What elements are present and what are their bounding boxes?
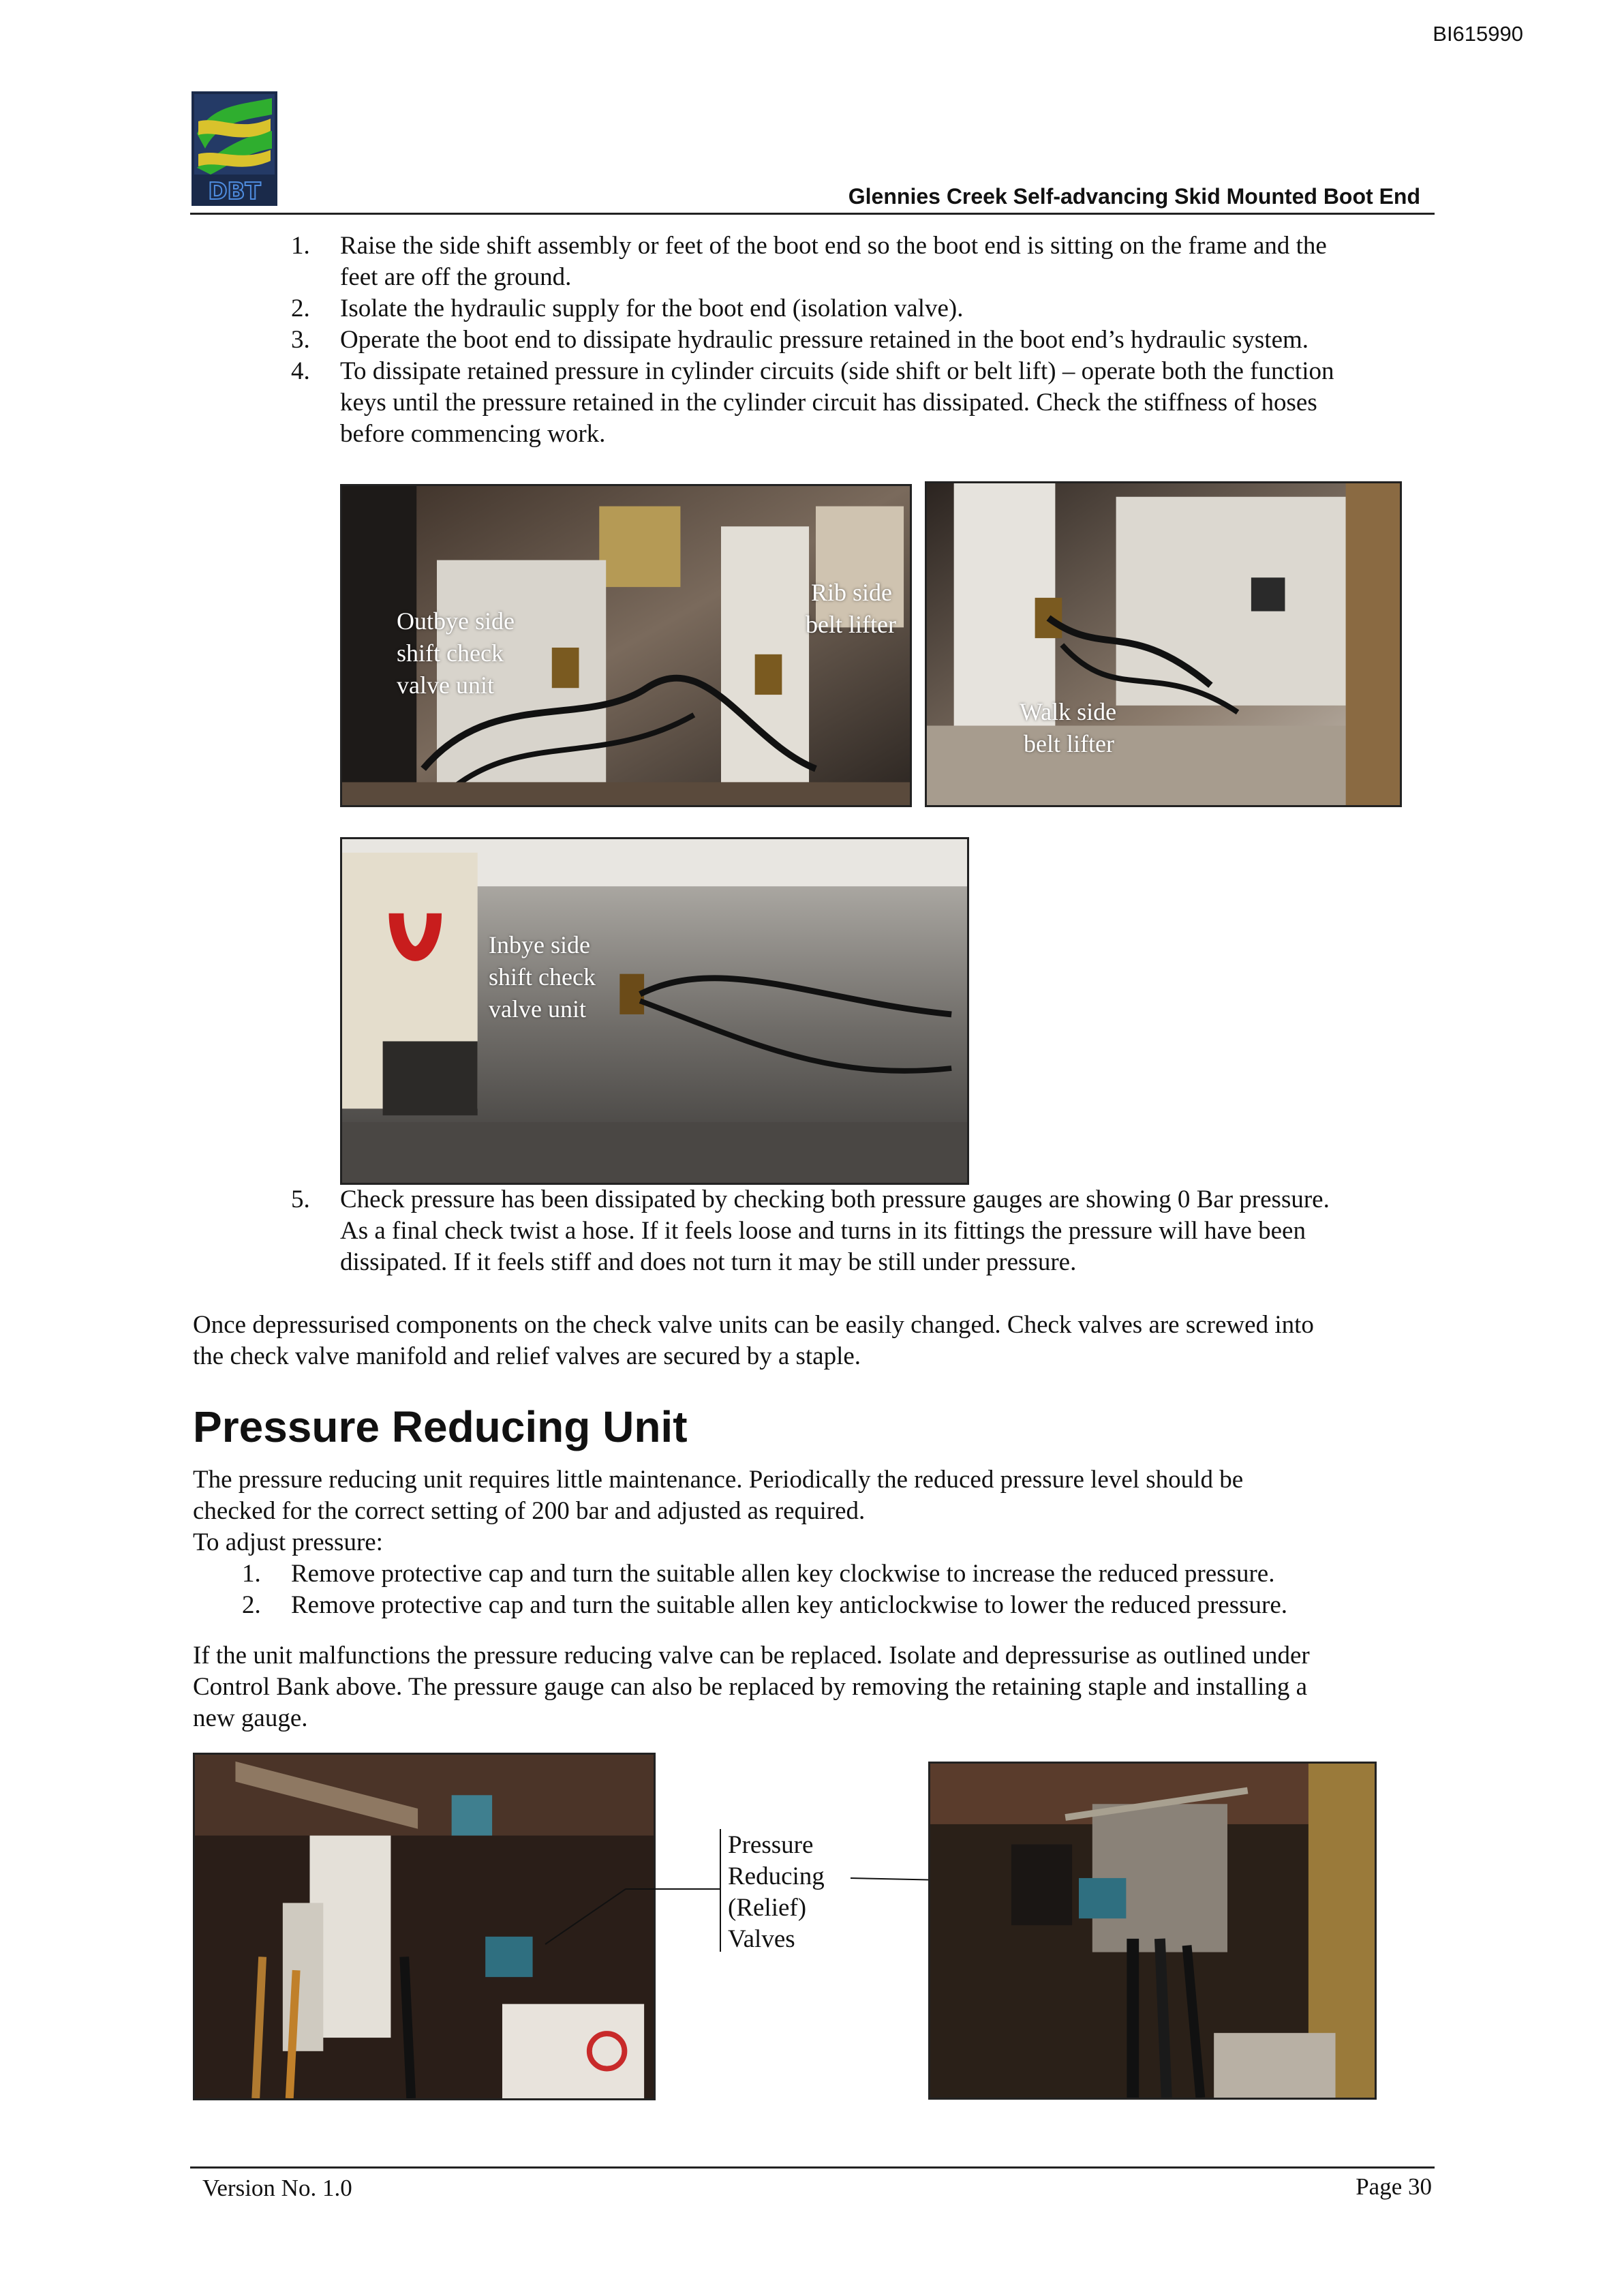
malfunction-line-3: new gauge. (193, 1704, 308, 1732)
label-inbye-line-1: Inbye side (489, 931, 590, 958)
label-walk-line-2: belt lifter (1024, 730, 1114, 757)
footer-version: Version No. 1.0 (202, 2175, 352, 2201)
footer-rule (190, 2166, 1435, 2169)
label-walk-line-1: Walk side (1020, 698, 1117, 725)
label-rib-line-2: belt lifter (806, 611, 896, 638)
step-4-line-2: keys until the pressure retained in the cylinder circuit has dissipated. Check the stiffness of hoses (340, 389, 1317, 417)
callout-line-1: Pressure (728, 1831, 814, 1859)
photo-prv-right (928, 1762, 1377, 2100)
step-3-number: 3. (291, 326, 310, 354)
step-4-number: 4. (291, 357, 310, 385)
step-2-line-1: Isolate the hydraulic supply for the boot end (isolation valve). (340, 294, 964, 322)
step-5-line-3: dissipated. If it feels stiff and does not turn it may be still under pressure. (340, 1248, 1077, 1276)
step-3-line-1: Operate the boot end to dissipate hydraulic pressure retained in the boot end’s hydraulic system. (340, 326, 1309, 354)
prv-intro-line-1: The pressure reducing unit requires little maintenance. Periodically the reduced pressure level should be (193, 1466, 1244, 1494)
prv-step-1-number: 1. (242, 1560, 261, 1588)
step-5-number: 5. (291, 1185, 310, 1213)
section-heading: Pressure Reducing Unit (193, 1402, 688, 1451)
malfunction-line-1: If the unit malfunctions the pressure reducing valve can be replaced. Isolate and depressurise as outlined under (193, 1642, 1310, 1670)
prv-step-2-text: Remove protective cap and turn the suitable allen key anticlockwise to lower the reduced pressure. (291, 1591, 1287, 1619)
prv-intro-line-2: checked for the correct setting of 200 bar and adjusted as required. (193, 1497, 866, 1525)
step-4-line-3: before commencing work. (340, 420, 606, 448)
label-inbye-line-2: shift check (489, 963, 596, 991)
label-rib-line-1: Rib side (811, 579, 893, 606)
callout-line-2: Reducing (728, 1862, 825, 1890)
logo-text: DBT (208, 178, 261, 205)
leader-line-left-diagonal (545, 1889, 626, 1944)
header-title: Glennies Creek Self-advancing Skid Mounted Boot End (848, 184, 1420, 209)
step-5-line-1: Check pressure has been dissipated by checking both pressure gauges are showing 0 Bar pressure. (340, 1185, 1330, 1213)
step-4-line-1: To dissipate retained pressure in cylinder circuits (side shift or belt lift) – operate both the function (340, 357, 1334, 385)
label-outbye-line-2: shift check (397, 639, 504, 667)
step-5-line-2: As a final check twist a hose. If it feels loose and turns in its fittings the pressure will have been (340, 1217, 1306, 1245)
label-inbye-line-3: valve unit (489, 995, 586, 1023)
step-1-line-2: feet are off the ground. (340, 263, 572, 291)
paragraph-depressurised-line-1: Once depressurised components on the check valve units can be easily changed. Check valves are screwed into (193, 1311, 1314, 1339)
prv-step-2-number: 2. (242, 1591, 261, 1619)
callout-line-3: (Relief) (728, 1894, 807, 1922)
malfunction-line-2: Control Bank above. The pressure gauge can also be replaced by removing the retaining staple and installing a (193, 1673, 1308, 1701)
prv-step-1-text: Remove protective cap and turn the suitable allen key clockwise to increase the reduced pressure. (291, 1560, 1275, 1588)
footer-page-number: Page 30 (1356, 2173, 1432, 2200)
document-id: BI615990 (1433, 22, 1523, 46)
step-1-line-1: Raise the side shift assembly or feet of the boot end so the boot end is sitting on the frame and the (340, 232, 1327, 260)
prv-intro-line-3: To adjust pressure: (193, 1528, 383, 1556)
label-outbye-line-3: valve unit (397, 671, 494, 699)
callout-line-4: Valves (728, 1925, 795, 1953)
step-2-number: 2. (291, 294, 310, 322)
label-outbye-line-1: Outbye side (397, 607, 515, 635)
step-1-number: 1. (291, 232, 310, 260)
paragraph-depressurised-line-2: the check valve manifold and relief valves are secured by a staple. (193, 1342, 861, 1370)
